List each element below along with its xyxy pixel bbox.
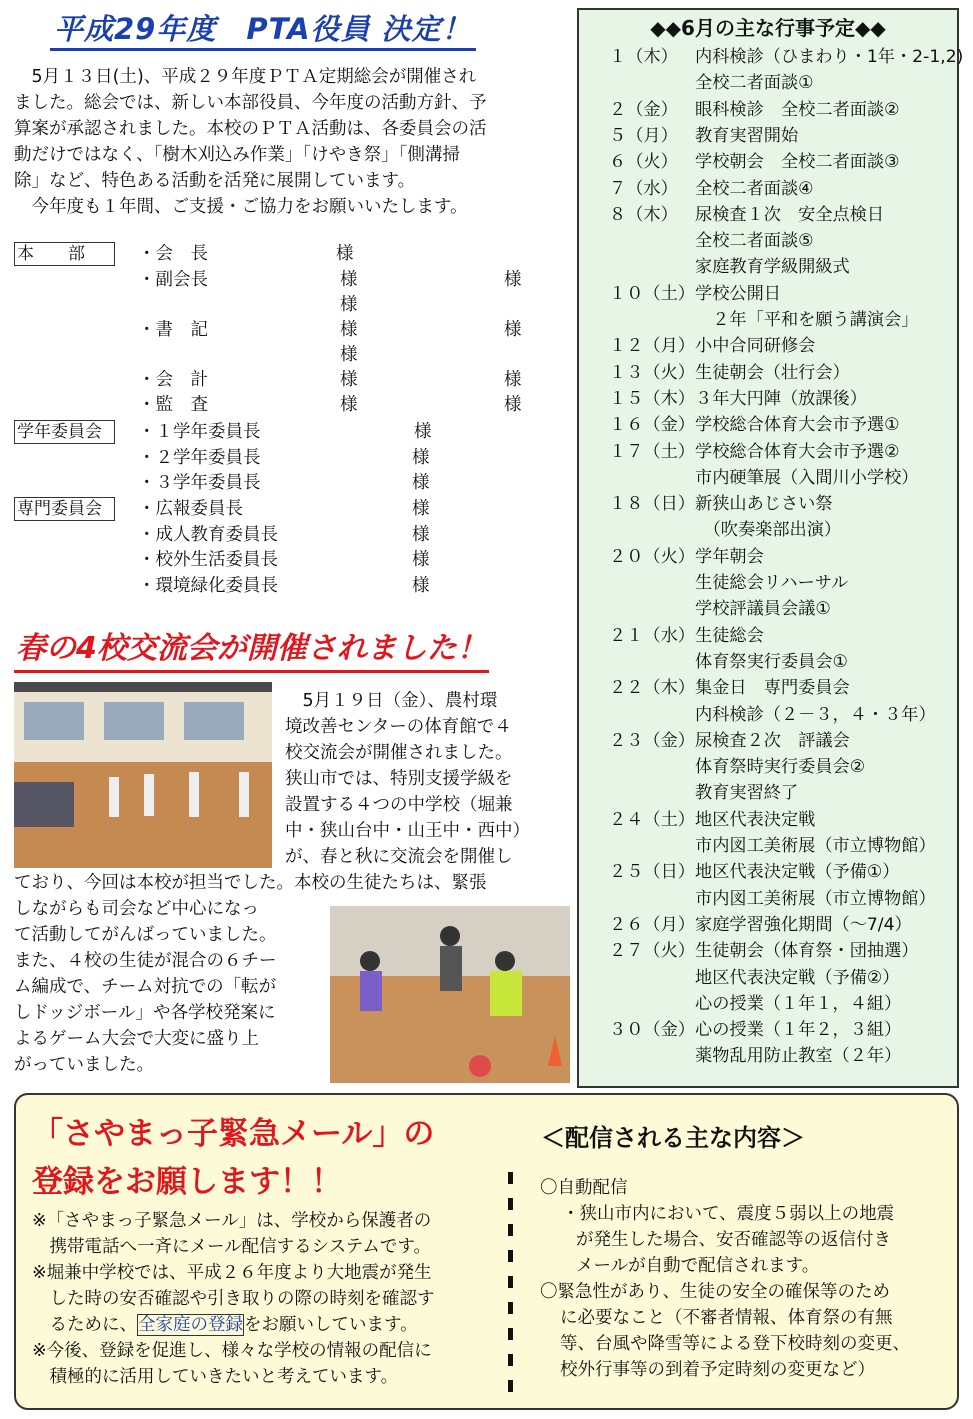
schedule-date: １３（火） <box>609 362 695 383</box>
text-line: 境改善センターの体育館で４ <box>285 717 512 737</box>
schedule-event: 尿検査２次 評議会 <box>695 730 850 751</box>
sama: 様 <box>414 422 432 442</box>
role: ・１学年委員長 <box>138 422 261 442</box>
schedule-event: 生徒総会 <box>695 625 764 646</box>
schedule-event: 全校二者面談① <box>695 73 814 94</box>
schedule-event: 尿検査１次 安全点検日 <box>695 204 885 225</box>
pta-paragraph <box>14 64 564 220</box>
content-line: ・狭山市内において、震度５弱以上の地震 <box>562 1204 895 1224</box>
role: ・校外生活委員長 <box>138 550 278 570</box>
sama: 様 <box>504 370 522 390</box>
mail-title-1: 「さやまっ子緊急メール」の <box>32 1116 435 1152</box>
sama: 様 <box>412 499 430 519</box>
schedule-event: 体育祭実行委員会① <box>695 651 848 672</box>
text-line: 中・狭山台中・山王中・西中） <box>285 821 530 841</box>
schedule-event: 全校二者面談⑤ <box>695 231 814 252</box>
schedule-event: 生徒朝会（体育祭・団抽選） <box>695 941 919 962</box>
schedule-event: 学校公開日 <box>695 283 781 304</box>
note-line: ※「さやまっ子緊急メール」は、学校から保護者の <box>32 1211 432 1231</box>
content-line: 〇自動配信 <box>540 1178 628 1198</box>
mail-title-2: 登録をお願します！！ <box>32 1164 342 1200</box>
role: ・監 査 <box>138 395 208 415</box>
group-label-gakunen: 学年委員会 <box>14 420 115 444</box>
note-line: ※今後、登録を促進し、様々な学校の情報の配信に <box>32 1341 432 1361</box>
schedule-event: 心の授業（１年１，４組） <box>695 993 902 1014</box>
sama: 様 <box>340 270 358 290</box>
note-line: 携帯電話へ一斉にメール配信するシステムです。 <box>32 1237 431 1257</box>
schedule-date: ２５（日） <box>609 862 695 883</box>
exchange-title: 春の4校交流会が開催されました！ <box>14 628 489 673</box>
schedule-date: ７（水） <box>609 178 678 199</box>
schedule-date: ６（火） <box>609 152 678 173</box>
sama: 様 <box>412 550 430 570</box>
note-line: ※堀兼中学校では、平成２６年度より大地震が発生 <box>32 1263 432 1283</box>
schedule-event: 学年朝会 <box>695 546 764 567</box>
schedule-event: 地区代表決定戦（予備②） <box>695 967 900 988</box>
sama: 様 <box>412 473 430 493</box>
schedule-event: 地区代表決定戦（予備①） <box>695 862 900 883</box>
schedule-date: ２６（月） <box>609 914 695 935</box>
schedule-event: ２年「平和を願う講演会」 <box>695 310 919 330</box>
sama: 様 <box>336 244 354 264</box>
sama: 様 <box>412 525 430 545</box>
schedule-event: 学校朝会 全校二者面談③ <box>695 152 900 173</box>
schedule-title: ◆◆6月の主な行事予定◆◆ <box>650 16 886 40</box>
schedule-event: （吹奏楽部出演） <box>695 520 842 541</box>
schedule-date: ２４（土） <box>609 809 695 830</box>
text-line: しながらも司会など中心になっ <box>14 899 259 919</box>
sama: 様 <box>340 345 358 365</box>
schedule-date: ８（木） <box>609 204 678 225</box>
content-line: 校外行事等の到着予定時刻の変更など） <box>560 1360 875 1380</box>
schedule-date: ２２（木） <box>609 678 695 699</box>
gym-photo-2 <box>330 906 570 1083</box>
schedule-event: 集金日 専門委員会 <box>695 678 850 699</box>
text-line: 5月１９日（金）、農村環 <box>285 691 498 711</box>
schedule-event: 学校総合体育大会市予選① <box>695 415 900 436</box>
note-text: るために、 <box>32 1315 137 1335</box>
text-line: がっていました。 <box>14 1055 154 1075</box>
schedule-date: ２０（火） <box>609 546 695 567</box>
schedule-date: １６（金） <box>609 415 695 436</box>
sama: 様 <box>504 270 522 290</box>
schedule-event: 市内硬筆展（入間川小学校） <box>695 467 919 488</box>
schedule-event: 学校総合体育大会市予選② <box>695 441 900 462</box>
schedule-event: 眼科検診 全校二者面談② <box>695 99 900 120</box>
role: ・書 記 <box>138 320 208 340</box>
exchange-text-right <box>285 688 565 870</box>
schedule-event: 内科検診（２－３，４・３年） <box>695 704 936 725</box>
note-line: 積極的に活用していきたいと考えています。 <box>32 1367 399 1387</box>
schedule-event: 地区代表決定戦 <box>695 809 816 830</box>
role: ・２学年委員長 <box>138 448 261 468</box>
text-line: 狭山市では、特別支援学級を <box>285 769 513 789</box>
schedule-event: 生徒朝会（壮行会） <box>695 362 850 383</box>
sama: 様 <box>412 576 430 596</box>
text-line: 設置する４つの中学校（堀兼 <box>285 795 513 815</box>
sama: 様 <box>412 448 430 468</box>
gym-photo-1 <box>14 682 272 868</box>
text-line: また、４校の生徒が混合の６チー <box>14 951 277 971</box>
schedule-event: 学校評議員会議① <box>695 599 831 620</box>
sama: 様 <box>340 395 358 415</box>
schedule-date: １５（木） <box>609 388 695 409</box>
role: ・広報委員長 <box>138 499 243 519</box>
schedule-date: ２（金） <box>609 99 678 120</box>
schedule-date: １７（土） <box>609 441 695 462</box>
schedule-date: ５（月） <box>609 125 678 146</box>
exchange-text-left <box>14 896 332 1078</box>
schedule-event: 新狭山あじさい祭 <box>695 494 833 515</box>
sama: 様 <box>504 395 522 415</box>
content-line: 〇緊急性があり、生徒の安全の確保等のため <box>540 1282 890 1302</box>
content-title: ＜配信される主な内容＞ <box>541 1124 805 1152</box>
june-schedule <box>577 8 964 1088</box>
schedule-date: １２（月） <box>609 336 695 357</box>
role: ・３学年委員長 <box>138 473 261 493</box>
pta-line: 動だけではなく、「樹木刈込み作業」「けやき祭」「側溝掃 <box>14 145 460 165</box>
sama: 様 <box>504 320 522 340</box>
schedule-event: ３年大円陣（放課後） <box>695 388 867 409</box>
schedule-event: 小中合同研修会 <box>695 336 816 357</box>
content-line: に必要なこと（不審者情報、体育祭の有無 <box>560 1308 893 1328</box>
schedule-event: 体育祭時実行委員会② <box>695 757 866 778</box>
pta-line: 5月１３日(土)、平成２９年度ＰＴＡ定期総会が開催され <box>14 67 477 87</box>
schedule-event: 内科検診（ひまわり・1年・2-1,2) <box>695 47 964 67</box>
role: ・成人教育委員長 <box>138 525 278 545</box>
role: ・環境緑化委員長 <box>138 576 278 596</box>
schedule-event: 生徒総会リハーサル <box>695 573 849 593</box>
text-line: ム編成で、チーム対抗での「転が <box>14 977 277 997</box>
schedule-event: 家庭教育学級開級式 <box>695 257 850 278</box>
note-line: した時の安否確認や引き取りの際の時刻を確認す <box>32 1289 435 1309</box>
text-line: 校交流会が開催されました。 <box>285 743 513 763</box>
schedule-event: 全校二者面談④ <box>695 178 814 199</box>
group-label-honbu: 本 部 <box>14 242 115 266</box>
content-line: メールが自動で配信されます。 <box>576 1256 820 1276</box>
schedule-event: 教育実習終了 <box>695 783 799 804</box>
pta-line: ました。総会では、新しい本部役員、今年度の活動方針、予 <box>14 93 487 113</box>
pta-title: 平成29年度 PTA役員 決定！ <box>50 10 476 51</box>
schedule-date: １０（土） <box>609 283 695 304</box>
schedule-event: 教育実習開始 <box>695 125 799 146</box>
content-line: 等、台風や降雪等による登下校時刻の変更、 <box>560 1334 910 1354</box>
schedule-date: ２７（火） <box>609 941 695 962</box>
text-line: が、春と秋に交流会を開催し <box>285 847 513 867</box>
highlight-all-households: 全家庭の登録 <box>138 1315 243 1335</box>
schedule-date: ３０（金） <box>609 1020 695 1041</box>
sama: 様 <box>340 295 358 315</box>
dashed-divider <box>508 1172 513 1400</box>
pta-line: 今年度も１年間、ご支援・ご協力をお願いいたします。 <box>14 197 468 217</box>
note-line <box>32 1312 502 1338</box>
schedule-event: 家庭学習強化期間（～7/4） <box>695 914 912 935</box>
delivery-content <box>540 1175 945 1383</box>
sama: 様 <box>340 370 358 390</box>
schedule-date: ２１（水） <box>609 625 695 646</box>
text-line: よるゲーム大会で大変に盛り上 <box>14 1029 259 1049</box>
schedule-event: 薬物乱用防止教室（２年） <box>695 1046 902 1067</box>
pta-line: 除」など、特色ある活動を活発に展開しています。 <box>14 171 416 191</box>
schedule-event: 市内図工美術展（市立博物館） <box>695 836 936 856</box>
note-text: をお願いしています。 <box>244 1315 418 1335</box>
sama: 様 <box>340 320 358 340</box>
text-line: て活動してがんばっていました。 <box>14 925 277 945</box>
schedule-date: １８（日） <box>609 494 695 515</box>
pta-line: 算案が承認されました。本校のＰＴＡ活動は、各委員会の活 <box>14 119 487 139</box>
text-line: しドッジボール」や各学校発案に <box>14 1003 276 1023</box>
schedule-event: 市内図工美術展（市立博物館） <box>695 888 936 909</box>
mail-notes <box>32 1208 502 1390</box>
schedule-date: １（木） <box>609 47 678 67</box>
role: ・会 長 <box>138 244 208 264</box>
exchange-text-full: ており、今回は本校が担当でした。本校の生徒たちは、緊張 <box>14 873 487 893</box>
group-label-senmon: 専門委員会 <box>14 497 115 521</box>
schedule-date: ２３（金） <box>609 730 695 751</box>
role: ・副会長 <box>138 270 208 290</box>
content-line: が発生した場合、安否確認等の返信付き <box>576 1230 891 1250</box>
schedule-event: 心の授業（１年２，３組） <box>695 1020 902 1041</box>
role: ・会 計 <box>138 370 208 390</box>
